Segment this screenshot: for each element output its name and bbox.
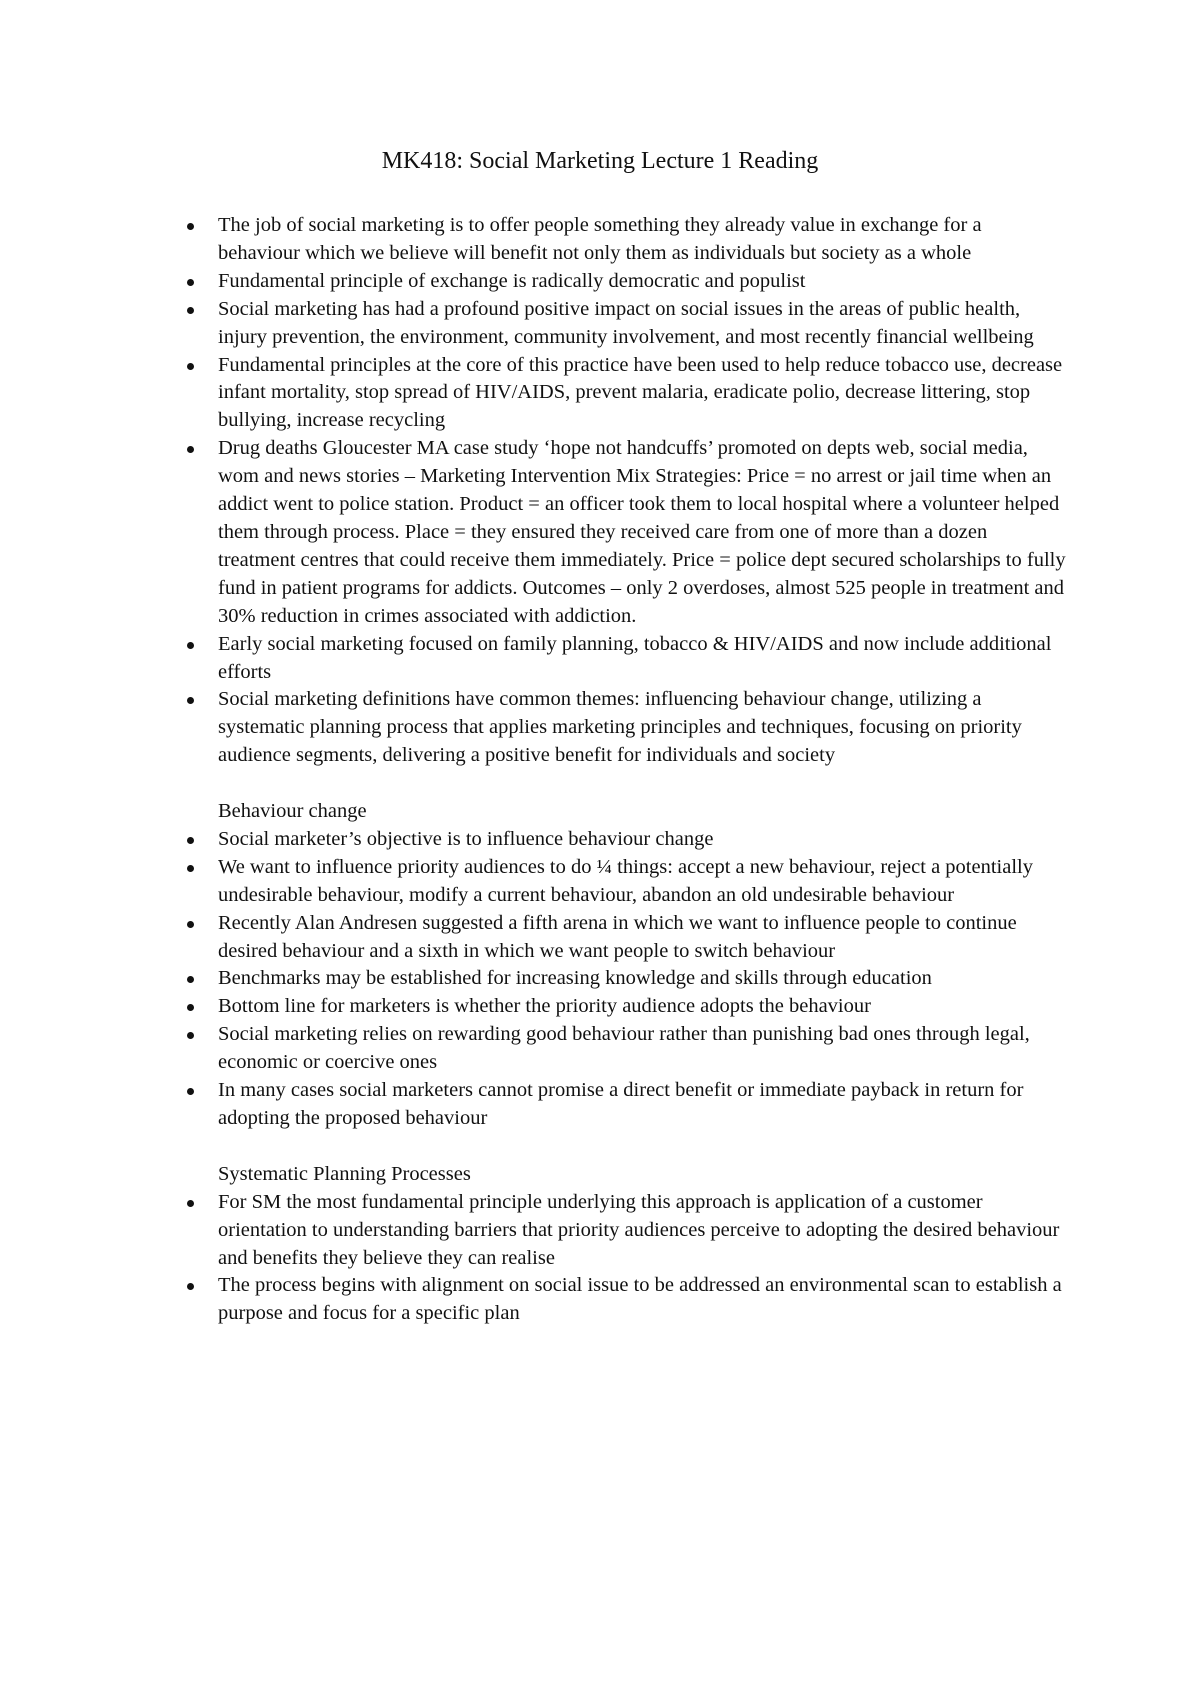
bullet-list-behaviour-change <box>218 826 1068 1133</box>
list-item: We want to influence priority audiences to do ¼ things: accept a new behaviour, reject a potentially undesirable behaviour, modify a current behaviour, abandon an old undesirable behaviour <box>218 854 1068 910</box>
list-item: Early social marketing focused on family planning, tobacco & HIV/AIDS and now include additional efforts <box>218 631 1068 687</box>
list-item: Social marketing relies on rewarding good behaviour rather than punishing bad ones through legal, economic or coercive ones <box>218 1021 1068 1077</box>
list-item: For SM the most fundamental principle underlying this approach is application of a customer orientation to understanding barriers that priority audiences perceive to adopting the desired behaviour and benefits they believe they can realise <box>218 1189 1068 1273</box>
list-item: Social marketer’s objective is to influence behaviour change <box>218 826 1068 854</box>
list-item: The job of social marketing is to offer people something they already value in exchange for a behaviour which we believe will benefit not only them as individuals but society as a whole <box>218 212 1068 268</box>
document-body <box>218 212 1068 1328</box>
list-item: Social marketing has had a profound positive impact on social issues in the areas of public health, injury prevention, the environment, community involvement, and most recently financial wellbeing <box>218 296 1068 352</box>
list-item: The process begins with alignment on social issue to be addressed an environmental scan to establish a purpose and focus for a specific plan <box>218 1272 1068 1328</box>
list-item: In many cases social marketers cannot promise a direct benefit or immediate payback in return for adopting the proposed behaviour <box>218 1077 1068 1133</box>
section-heading-behaviour-change: Behaviour change <box>218 800 367 823</box>
list-item: Drug deaths Gloucester MA case study ‘hope not handcuffs’ promoted on depts web, social media, wom and news stories – Marketing Intervention Mix Strategies: Price = no arrest or jail time when an addict went to police station. Product = an officer took them to local hospital where a volunteer helped them through process. Place = they ensured they received care from one of more than a dozen treatment centres that could receive them immediately. Price = police dept secured scholarships to fully fund in patient programs for addicts. Outcomes – only 2 overdoses, almost 525 people in treatment and 30% reduction in crimes associated with addiction. <box>218 435 1068 630</box>
list-item: Benchmarks may be established for increasing knowledge and skills through education <box>218 965 1068 993</box>
list-item: Fundamental principle of exchange is radically democratic and populist <box>218 268 1068 296</box>
list-item: Bottom line for marketers is whether the priority audience adopts the behaviour <box>218 993 1068 1021</box>
list-item: Fundamental principles at the core of this practice have been used to help reduce tobacco use, decrease infant mortality, stop spread of HIV/AIDS, prevent malaria, eradicate polio, decrease littering, stop bullying, increase recycling <box>218 352 1068 436</box>
section-heading-systematic-planning: Systematic Planning Processes <box>218 1162 471 1185</box>
page-title: MK418: Social Marketing Lecture 1 Reading <box>381 148 819 174</box>
list-item: Social marketing definitions have common themes: influencing behaviour change, utilizing a systematic planning process that applies marketing principles and techniques, focusing on priority audience segments, delivering a positive benefit for individuals and society <box>218 686 1068 770</box>
bullet-list-intro <box>218 212 1068 770</box>
bullet-list-systematic-planning <box>218 1189 1068 1329</box>
list-item: Recently Alan Andresen suggested a fifth arena in which we want to influence people to continue desired behaviour and a sixth in which we want people to switch behaviour <box>218 910 1068 966</box>
